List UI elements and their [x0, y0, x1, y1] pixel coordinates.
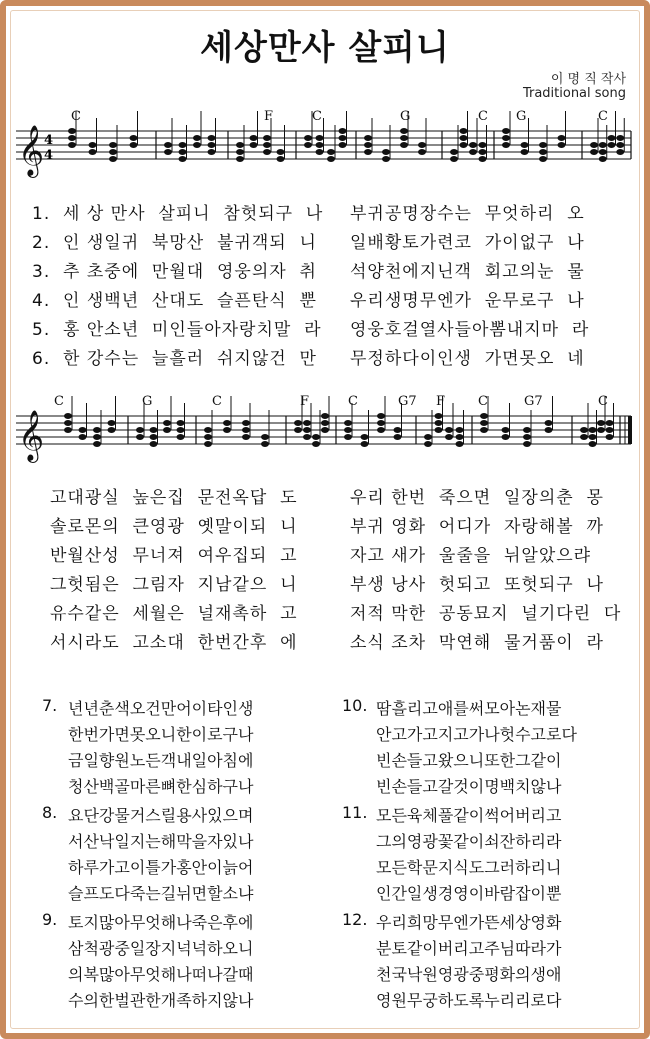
- note-head: [136, 427, 144, 433]
- stanza-line: 슬프도다죽는길뉘면할소냐: [68, 884, 254, 903]
- stanza-line: 청산백골마른뼈한심하구나: [68, 777, 254, 796]
- note-head: [312, 434, 320, 440]
- stanza-number: 11.: [342, 803, 368, 822]
- note-head: [377, 427, 385, 433]
- verse-line-left: 2. 인 생일귀 북망산 불귀객되 니: [32, 233, 317, 253]
- note-head: [424, 434, 432, 440]
- note-head: [460, 142, 468, 148]
- note-head: [89, 149, 97, 155]
- note-head: [606, 420, 614, 426]
- note-head: [435, 427, 443, 433]
- verse-line-2-left: 서시라도 고소대 한번간후 에: [50, 633, 298, 653]
- note-head: [242, 427, 250, 433]
- stanza-line: 그의영광꽃같이쇠잔하리라: [376, 832, 562, 851]
- note-head: [523, 427, 531, 433]
- note-head: [589, 434, 597, 440]
- note-head: [321, 413, 329, 419]
- note-head: [223, 427, 231, 433]
- note-head: [450, 149, 458, 155]
- note-head: [364, 135, 372, 141]
- note-head: [480, 427, 488, 433]
- verse-line-2-right: 부생 낭사 헛되고 또헛되구 나: [350, 575, 604, 595]
- note-head: [164, 149, 172, 155]
- stanza-line: 하루가고이틀가홍안이늙어: [68, 858, 254, 877]
- verse-line-2-right: 부귀 영화 어디가 자랑해볼 까: [350, 517, 604, 537]
- note-head: [435, 413, 443, 419]
- stanza-number: 9.: [42, 910, 58, 929]
- note-head: [599, 149, 607, 155]
- note-head: [539, 149, 547, 155]
- note-head: [263, 135, 271, 141]
- note-head: [339, 128, 347, 134]
- note-head: [339, 135, 347, 141]
- note-head: [179, 149, 187, 155]
- stanza-line: 요단강물거스릴용사있으며: [68, 806, 254, 825]
- note-head: [312, 441, 320, 447]
- verse-line-right: 석양천에지닌객 회고의눈 물: [350, 262, 585, 282]
- note-head: [616, 135, 624, 141]
- note-head: [523, 434, 531, 440]
- stanza-line: 금일향원노든객내일아침에: [68, 751, 254, 770]
- stanza-line: 한번가면못오니한이로구나: [68, 725, 254, 744]
- note-head: [580, 427, 588, 433]
- note-head: [418, 149, 426, 155]
- note-head: [303, 420, 311, 426]
- treble-clef-icon: 𝄞: [18, 410, 45, 461]
- chord-symbol: C: [598, 109, 608, 124]
- note-head: [589, 441, 597, 447]
- note-head: [250, 142, 258, 148]
- note-head: [204, 427, 212, 433]
- note-head: [608, 142, 616, 148]
- note-head: [590, 149, 598, 155]
- note-head: [164, 142, 172, 148]
- note-head: [223, 420, 231, 426]
- note-head: [277, 156, 285, 162]
- chord-symbol: C: [54, 394, 64, 409]
- stanza-line: 안고가고지고가나헛수고로다: [376, 725, 577, 744]
- note-head: [177, 434, 185, 440]
- note-head: [344, 427, 352, 433]
- note-head: [394, 434, 402, 440]
- stanza-number: 7.: [42, 696, 58, 715]
- note-head: [479, 156, 487, 162]
- note-head: [64, 420, 72, 426]
- chord-symbol: C: [598, 394, 608, 409]
- verse-line-left: 4. 인 생백년 산대도 슬픈탄식 뿐: [32, 291, 317, 311]
- note-head: [109, 149, 117, 155]
- note-head: [261, 441, 269, 447]
- note-head: [469, 142, 477, 148]
- note-head: [316, 149, 324, 155]
- verse-line-2-right: 우리 한번 죽으면 일장의춘 몽: [350, 488, 604, 508]
- note-head: [304, 135, 312, 141]
- note-head: [89, 142, 97, 148]
- note-head: [539, 142, 547, 148]
- chord-symbol: C: [348, 394, 358, 409]
- note-head: [502, 128, 510, 134]
- verse-line-right: 부귀공명장수는 무엇하리 오: [350, 204, 585, 224]
- note-head: [68, 142, 76, 148]
- stanza-line: 우리희망무엔가뜬세상영화: [376, 913, 562, 932]
- verse-line-2-left: 유수같은 세월은 널재촉하 고: [50, 604, 298, 624]
- note-head: [523, 441, 531, 447]
- note-head: [68, 128, 76, 134]
- note-head: [479, 142, 487, 148]
- note-head: [521, 149, 529, 155]
- note-head: [445, 427, 453, 433]
- verse-line-left: 6. 한 강수는 늘흘러 쉬지않건 만: [32, 349, 317, 369]
- stanza-line: 빈손들고왔으니또한그같이: [376, 751, 562, 770]
- verse-line-right: 일배황토가련코 가이없구 나: [350, 233, 585, 253]
- music-staff-1: [16, 106, 636, 191]
- note-head: [208, 149, 216, 155]
- note-head: [456, 434, 464, 440]
- note-head: [364, 149, 372, 155]
- note-head: [204, 441, 212, 447]
- chord-symbol: G: [400, 109, 411, 124]
- chord-symbol: G: [142, 394, 153, 409]
- note-head: [344, 434, 352, 440]
- note-head: [558, 142, 566, 148]
- note-head: [136, 434, 144, 440]
- note-head: [277, 149, 285, 155]
- note-head: [236, 142, 244, 148]
- chord-symbol: C: [71, 109, 81, 124]
- verse-line-2-left: 그헛됨은 그림자 지남같으 니: [50, 575, 298, 595]
- note-head: [400, 128, 408, 134]
- verse-line-2-right: 저적 막한 공동묘지 널기다린 다: [350, 604, 622, 624]
- note-head: [93, 434, 101, 440]
- note-head: [108, 427, 116, 433]
- chord-symbol: G: [516, 109, 527, 124]
- note-head: [502, 434, 510, 440]
- verse-line-2-right: 자고 새가 울줄을 뉘알았으랴: [350, 546, 592, 566]
- note-head: [382, 149, 390, 155]
- stanza-line: 토지많아무엇해나죽은후에: [68, 913, 254, 932]
- treble-clef-icon: 𝄞: [18, 125, 45, 176]
- note-head: [502, 135, 510, 141]
- note-head: [109, 156, 117, 162]
- stanza-line: 서산낙일지는해막을자있나: [68, 832, 254, 851]
- note-head: [521, 142, 529, 148]
- note-head: [394, 427, 402, 433]
- note-head: [469, 149, 477, 155]
- note-head: [79, 427, 87, 433]
- verse-line-2-left: 반월산성 무너져 여우집되 고: [50, 546, 298, 566]
- note-head: [250, 135, 258, 141]
- note-head: [599, 156, 607, 162]
- verse-line-right: 무정하다이인생 가면못오 네: [350, 349, 585, 369]
- stanza-line: 삼척광중일장지넉넉하오니: [68, 939, 254, 958]
- chord-symbol: G7: [524, 394, 543, 409]
- stanza-line: 의복많아무엇해나떠나갈때: [68, 965, 254, 984]
- verse-line-right: 우리생명무엔가 운무로구 나: [350, 291, 585, 311]
- note-head: [150, 434, 158, 440]
- note-head: [193, 142, 201, 148]
- note-head: [460, 128, 468, 134]
- note-head: [64, 413, 72, 419]
- verse-line-left: 1. 세 상 만사 살피니 참헛되구 나: [32, 204, 324, 224]
- note-head: [163, 427, 171, 433]
- stanza-number: 8.: [42, 803, 58, 822]
- note-head: [339, 142, 347, 148]
- note-head: [316, 142, 324, 148]
- note-head: [400, 142, 408, 148]
- note-head: [480, 413, 488, 419]
- note-head: [589, 427, 597, 433]
- note-head: [597, 420, 605, 426]
- stanza-line: 빈손들고갈것이명백치않나: [376, 777, 562, 796]
- lyricist-credit: 이 명 직 작사: [550, 72, 626, 87]
- note-head: [361, 434, 369, 440]
- note-head: [316, 135, 324, 141]
- stanza-line: 수의한벌관한개족하지않나: [68, 991, 254, 1010]
- stanza-line: 모든육체풀같이썩어버리고: [376, 806, 562, 825]
- stanza-line: 모든학문지식도그러하리니: [376, 858, 562, 877]
- note-head: [590, 142, 598, 148]
- note-head: [424, 441, 432, 447]
- note-head: [480, 420, 488, 426]
- note-head: [608, 135, 616, 141]
- note-head: [545, 427, 553, 433]
- note-head: [236, 149, 244, 155]
- note-head: [294, 427, 302, 433]
- note-head: [327, 156, 335, 162]
- note-head: [93, 427, 101, 433]
- note-head: [502, 427, 510, 433]
- song-title: 세상만사 살피니: [200, 28, 450, 68]
- note-head: [435, 420, 443, 426]
- note-head: [261, 434, 269, 440]
- note-head: [177, 427, 185, 433]
- verse-line-2-left: 고대광실 높은집 문전옥답 도: [50, 488, 298, 508]
- note-head: [580, 434, 588, 440]
- note-head: [597, 427, 605, 433]
- note-head: [344, 420, 352, 426]
- note-head: [193, 135, 201, 141]
- note-head: [418, 142, 426, 148]
- chord-symbol: F: [436, 394, 446, 409]
- note-head: [450, 156, 458, 162]
- note-head: [208, 135, 216, 141]
- note-head: [204, 434, 212, 440]
- note-head: [208, 142, 216, 148]
- note-head: [177, 420, 185, 426]
- chord-symbol: F: [300, 394, 310, 409]
- note-head: [361, 441, 369, 447]
- note-head: [377, 413, 385, 419]
- chord-symbol: C: [312, 109, 322, 124]
- stanza-line: 인간일생경영이바람잡이뿐: [376, 884, 562, 903]
- note-head: [108, 420, 116, 426]
- verse-line-left: 5. 홍 안소년 미인들아자랑치말 라: [32, 320, 322, 340]
- verse-line-2-right: 소식 조차 막연해 물거품이 라: [350, 633, 604, 653]
- note-head: [616, 142, 624, 148]
- chord-symbol: C: [478, 109, 488, 124]
- note-head: [599, 142, 607, 148]
- chord-symbol: C: [478, 394, 488, 409]
- stanza-number: 10.: [342, 696, 368, 715]
- stanza-line: 영원무궁하도록누리리로다: [376, 991, 562, 1010]
- note-head: [606, 427, 614, 433]
- note-head: [179, 142, 187, 148]
- note-head: [93, 441, 101, 447]
- note-head: [456, 441, 464, 447]
- note-head: [163, 420, 171, 426]
- stanza-line: 분토같이버리고주님따라가: [376, 939, 562, 958]
- note-head: [130, 135, 138, 141]
- note-head: [327, 149, 335, 155]
- note-head: [545, 420, 553, 426]
- stanza-line: 땀흘리고애를써모아논재물: [376, 699, 562, 718]
- note-head: [606, 434, 614, 440]
- chord-symbol: G7: [398, 394, 417, 409]
- note-head: [445, 434, 453, 440]
- origin-credit: Traditional song: [522, 86, 626, 101]
- stanza-number: 12.: [342, 910, 368, 929]
- verse-line-right: 영웅호걸열사들아뽐내지마 라: [350, 320, 590, 340]
- note-head: [294, 420, 302, 426]
- verse-line-left: 3. 추 초중에 만월대 영웅의자 취: [32, 262, 317, 282]
- note-head: [304, 142, 312, 148]
- stanza-line: 년년춘색오건만어이타인생: [68, 699, 254, 718]
- note-head: [539, 156, 547, 162]
- note-head: [79, 434, 87, 440]
- note-head: [150, 441, 158, 447]
- note-head: [130, 142, 138, 148]
- stanza-line: 천국낙원영광중평화의생애: [376, 965, 562, 984]
- note-head: [303, 434, 311, 440]
- time-signature-top: 4: [44, 133, 54, 148]
- note-head: [460, 135, 468, 141]
- note-head: [150, 427, 158, 433]
- note-head: [242, 434, 250, 440]
- note-head: [377, 420, 385, 426]
- note-head: [400, 135, 408, 141]
- note-head: [64, 427, 72, 433]
- note-head: [263, 142, 271, 148]
- note-head: [382, 156, 390, 162]
- note-head: [109, 142, 117, 148]
- note-head: [242, 420, 250, 426]
- chord-symbol: C: [212, 394, 222, 409]
- note-head: [321, 420, 329, 426]
- note-head: [558, 135, 566, 141]
- note-head: [616, 149, 624, 155]
- note-head: [263, 149, 271, 155]
- verse-line-2-left: 솔로몬의 큰영광 옛말이되 니: [50, 517, 298, 537]
- note-head: [303, 427, 311, 433]
- note-head: [456, 427, 464, 433]
- note-head: [364, 142, 372, 148]
- note-head: [68, 135, 76, 141]
- note-head: [502, 142, 510, 148]
- note-head: [179, 156, 187, 162]
- chord-symbol: F: [264, 109, 274, 124]
- time-signature-bottom: 4: [44, 148, 54, 163]
- note-head: [479, 149, 487, 155]
- note-head: [236, 156, 244, 162]
- note-head: [321, 427, 329, 433]
- music-staff-2: [16, 391, 636, 476]
